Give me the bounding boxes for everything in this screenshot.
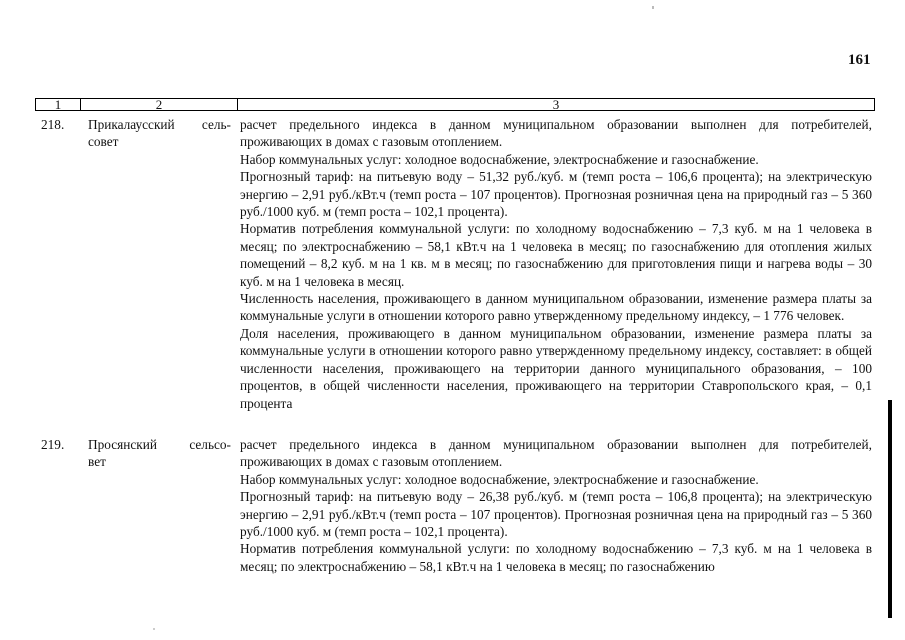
table-column-header [35, 98, 875, 111]
entry-number: 218. [41, 117, 65, 132]
entry-description [240, 436, 872, 575]
description-paragraph: Численность населения, проживающего в данном муниципальном образовании, изменение размера платы за коммунальные услуги в отношении которого равно утвержденному предельному индексу, – 1 776 человек. [240, 291, 872, 324]
description-paragraph: Набор коммунальных услуг: холодное водоснабжение, электроснабжение и газоснабжение. [240, 151, 759, 167]
scan-speck [153, 628, 155, 630]
column-header-2: 2 [81, 99, 238, 110]
description-paragraph: Норматив потребления коммунальной услуги: по холодному водоснабжению – 7,3 куб. м на 1 человека в месяц; по электроснабжению – 58,1 кВт.ч на 1 человека в месяц; по газоснабжению [240, 541, 872, 574]
entry-description [240, 116, 872, 412]
description-paragraph: Норматив потребления коммунальной услуги: по холодному водоснабжению – 7,3 куб. м на 1 человека в месяц; по электроснабжению – 58,1 кВт.ч на 1 человека в месяц; по газоснабжению для отопления жилых помещений – 8,2 куб. м на 1 кв. м в месяц; по газоснабжению для приготовления пищи и нагрева воды – 30 куб. м на 1 человека в месяц. [240, 221, 872, 289]
municipality-name-line: Просянский сельсо- [88, 437, 231, 452]
page-number: 161 [848, 52, 871, 68]
municipality-name [88, 436, 231, 471]
description-paragraph: расчет предельного индекса в данном муниципальном образовании выполнен для потребителей, проживающих в домах с газовым отоплением. [240, 437, 872, 470]
municipality-name [88, 116, 231, 151]
description-paragraph: расчет предельного индекса в данном муниципальном образовании выполнен для потребителей, проживающих в домах с газовым отоплением. [240, 117, 872, 150]
entry-number: 219. [41, 437, 65, 452]
municipality-name-line: совет [88, 134, 119, 150]
description-paragraph: Прогнозный тариф: на питьевую воду – 26,38 руб./куб. м (темп роста – 106,8 процента); на электрическую энергию – 2,91 руб./кВт.ч (темп роста – 107 процентов). Прогнозная розничная цена на природный газ – 5 360 руб./1000 куб. м (темп роста – 102,1 процента). [240, 489, 872, 540]
scan-edge-bar [888, 400, 892, 618]
description-paragraph: Доля населения, проживающего в данном муниципальном образовании, изменение размера платы за коммунальные услуги в отношении которого равно утвержденному предельному индексу, составляет: в общей численности населения, проживающего на территории данного муниципального образования, – 100 процентов, в общей численности населения, проживающего на территории Ставропольского края, – 0,1 процента [240, 325, 872, 411]
description-paragraph: Прогнозный тариф: на питьевую воду – 51,32 руб./куб. м (темп роста – 106,6 процента); на электрическую энергию – 2,91 руб./кВт.ч (темп роста – 107 процентов). Прогнозная розничная цена на природный газ – 5 360 руб./1000 куб. м (темп роста – 102,1 процента). [240, 169, 872, 220]
description-paragraph: Набор коммунальных услуг: холодное водоснабжение, электроснабжение и газоснабжение. [240, 471, 759, 487]
column-header-3: 3 [552, 97, 560, 112]
municipality-name-line: вет [88, 454, 106, 470]
scan-speck [652, 6, 654, 9]
column-header-1: 1 [36, 99, 81, 110]
municipality-name-line: Прикалаусский сель- [88, 117, 231, 132]
